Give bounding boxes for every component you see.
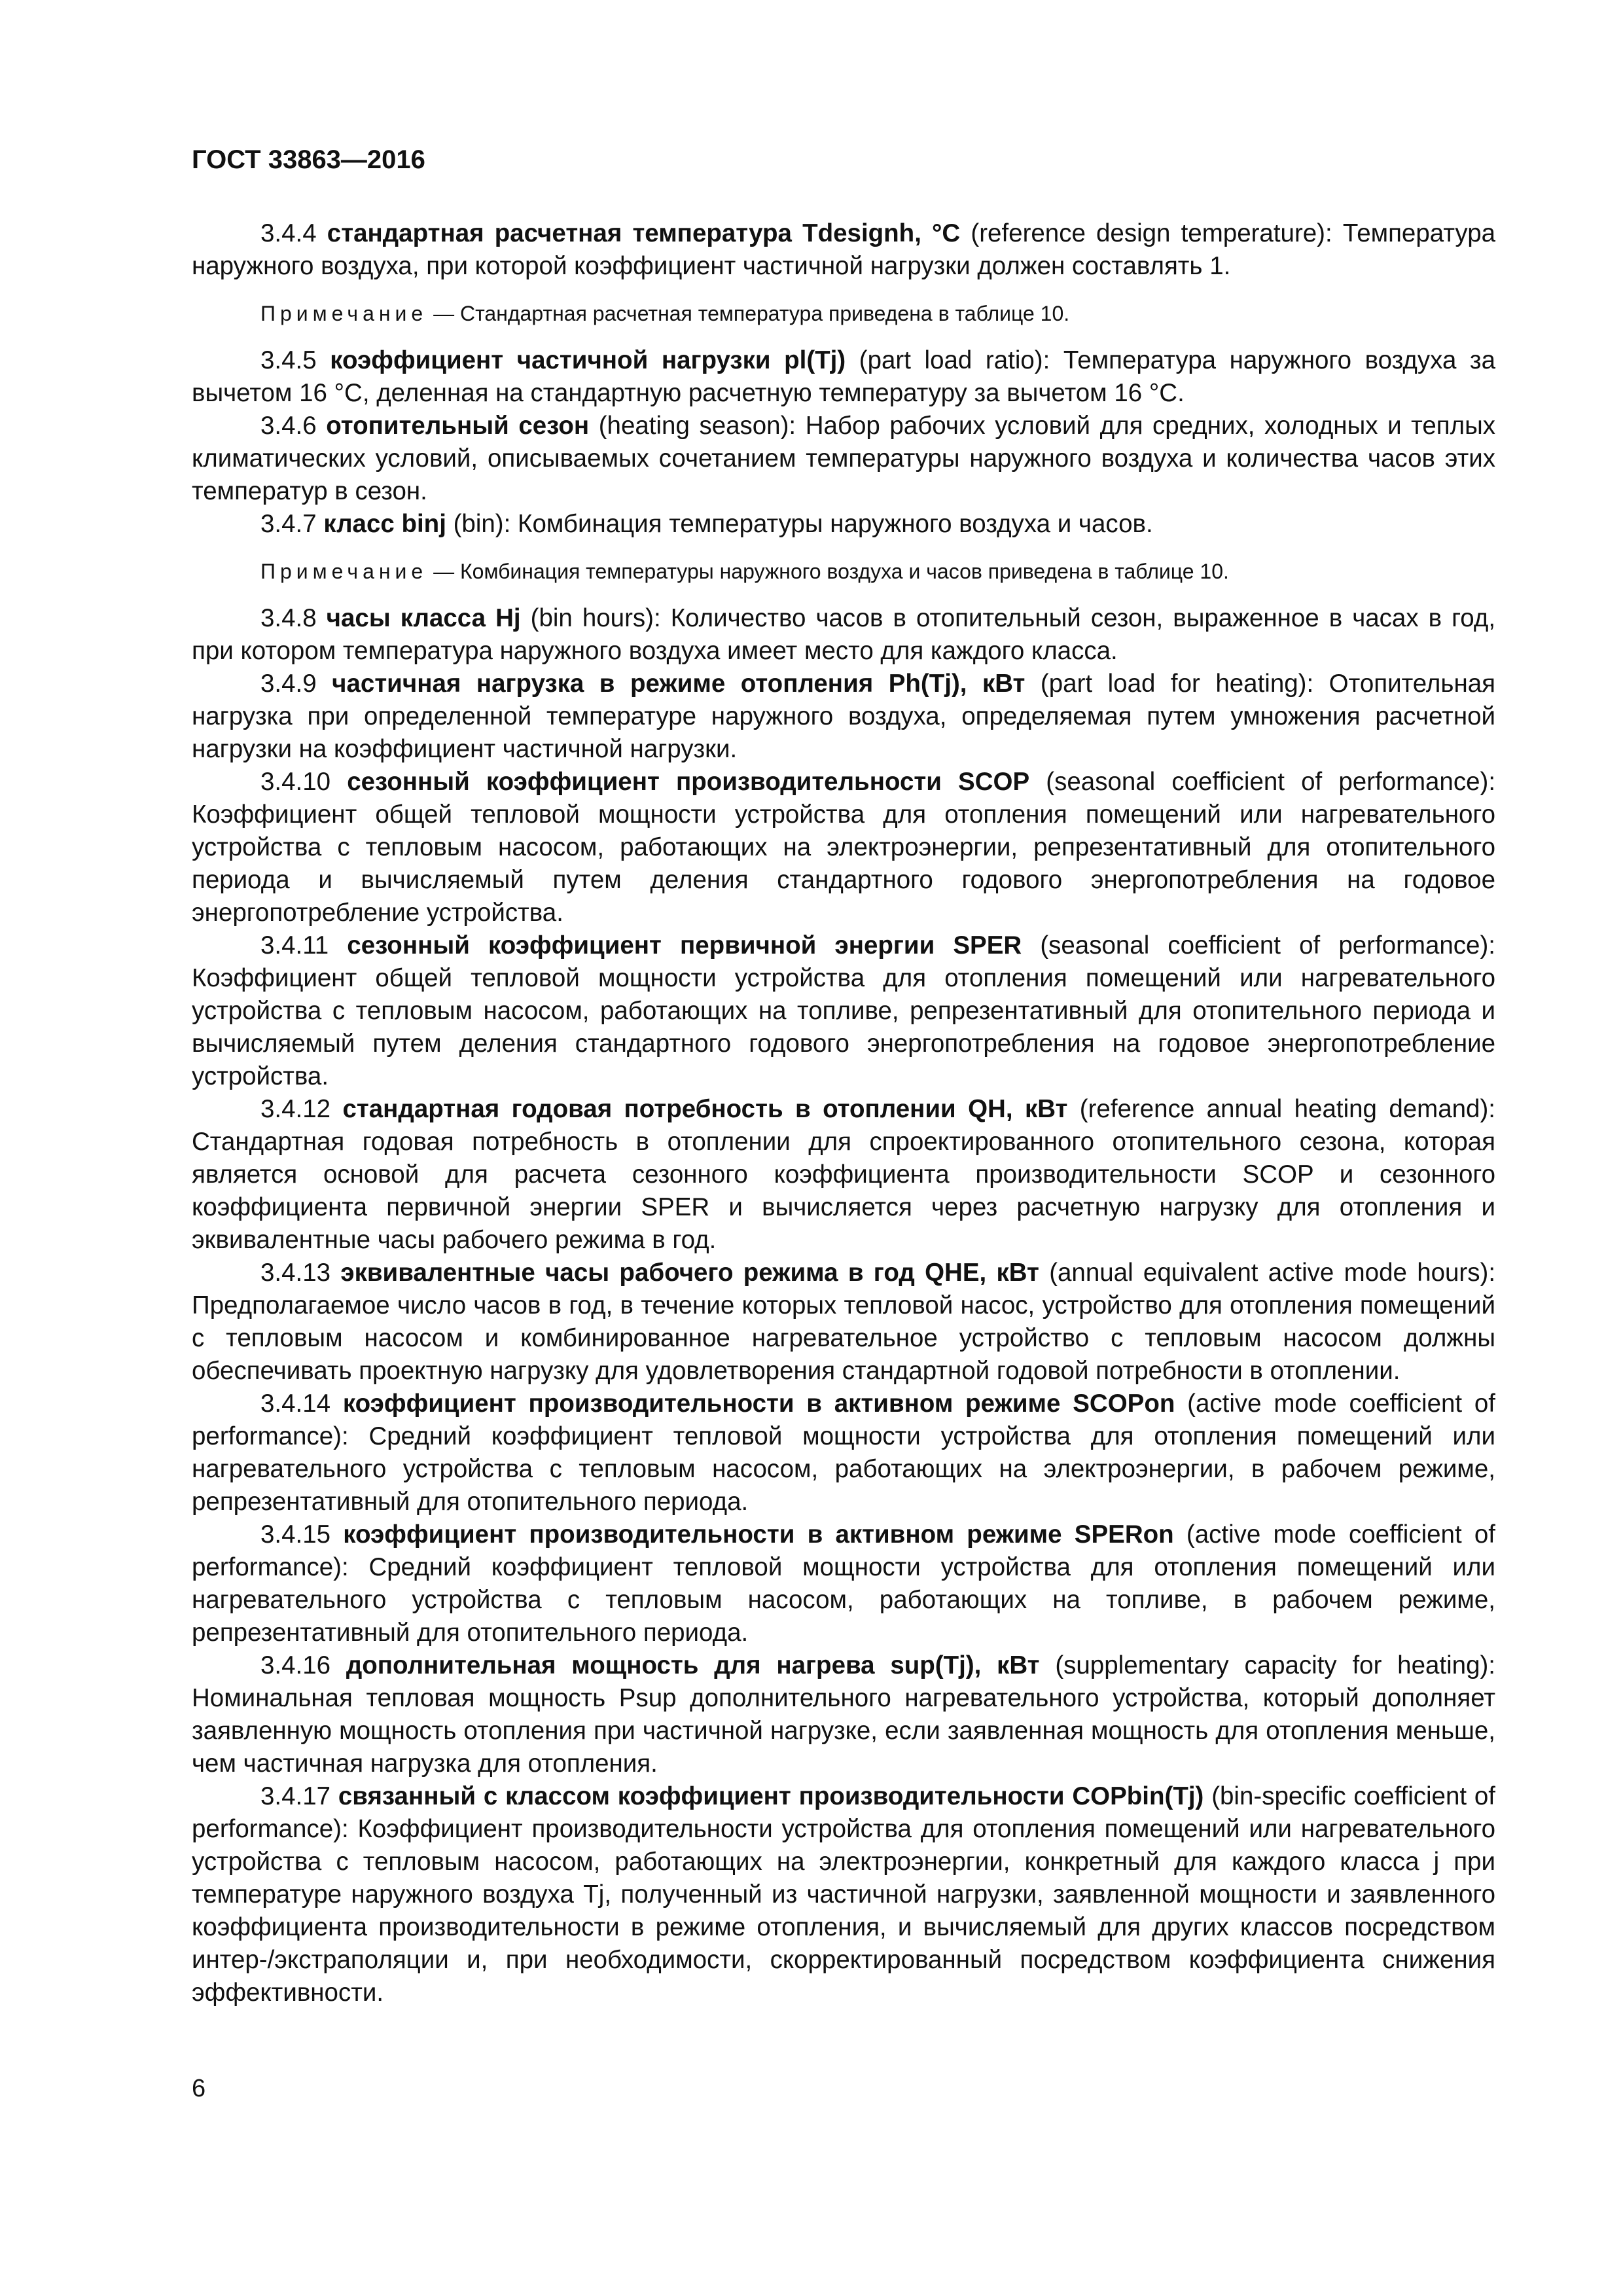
definition-3-4-8	[192, 602, 1495, 668]
definition-text: (bin hours): Количество часов в отопительный сезон, выраженное в часах в год, при котором температура наружного воздуха имеет место для каждого класса.	[192, 604, 1496, 665]
clause-number: 3.4.15	[260, 1520, 331, 1549]
definition-3-4-10	[192, 766, 1495, 929]
term: класс binj	[323, 510, 446, 538]
term: связанный с классом коэффициент производительности COPbin(Tj)	[338, 1782, 1204, 1810]
term: эквивалентные часы рабочего режима в год QHE, кВт	[340, 1259, 1039, 1287]
term: стандартная расчетная температура	[327, 219, 792, 247]
definition-text: (reference design temperature): Температура наружного воздуха, при которой коэффициент частичной нагрузки должен составлять 1.	[192, 219, 1496, 280]
document-body	[192, 217, 1495, 2009]
note-text: — Комбинация температуры наружного воздуха и часов приведена в таблице 10.	[427, 560, 1229, 583]
term: коэффициент частичной нагрузки	[330, 346, 771, 374]
clause-number: 3.4.11	[260, 931, 329, 960]
note-label: Примечание	[260, 302, 428, 325]
clause-number: 3.4.13	[260, 1259, 331, 1287]
term: отопительный сезон	[326, 412, 590, 440]
note-label: Примечание	[260, 560, 428, 583]
clause-number: 3.4.17	[260, 1782, 331, 1810]
clause-number: 3.4.16	[260, 1651, 331, 1679]
definition-text: (reference annual heating demand): Стандартная годовая потребность в отоплении для спроектированного отопительного сезона, которая является основой для расчета сезонного коэффициента производительности SCOP и сезонного коэффициента первичной энергии SPER и вычисляется через расчетную нагрузку для отопления и эквивалентные часы рабочего режима в год.	[192, 1095, 1495, 1254]
definition-text: (active mode coefficient of performance): Средний коэффициент тепловой мощности устройства для отопления помещений или нагревательного устройства с тепловым насосом, работающих на топливе, в рабочем режиме, репрезентативный для отопительного периода.	[192, 1520, 1495, 1647]
definition-3-4-7	[192, 508, 1495, 541]
clause-number: 3.4.12	[260, 1095, 331, 1123]
definition-text: (annual equivalent active mode hours): Предполагаемое число часов в год, в течение которых тепловой насос, устройство для отопления помещений с тепловым насосом и комбинированное нагревательное устройство с тепловым насосом должны обеспечивать проектную нагрузку для удовлетворения стандартной годовой потребности в отоплении.	[192, 1259, 1496, 1385]
clause-number: 3.4.7	[260, 510, 317, 538]
definition-3-4-4	[192, 217, 1495, 283]
definition-text: (heating season): Набор рабочих условий для средних, холодных и теплых климатических условий, описываемых сочетанием температуры наружного воздуха и количества часов этих температур в сезон.	[192, 412, 1496, 505]
definition-3-4-13	[192, 1257, 1495, 1388]
term-symbol: Tdesignh, °C	[802, 219, 961, 247]
definition-3-4-16	[192, 1649, 1495, 1780]
definition-3-4-11	[192, 929, 1495, 1093]
term: стандартная годовая потребность в отоплении QH, кВт	[342, 1095, 1068, 1123]
clause-number: 3.4.6	[260, 412, 317, 440]
term: коэффициент производительности в активном режиме SCOPon	[342, 1390, 1175, 1418]
definition-text: (part load for heating): Отопительная нагрузка при определенной температуре наружного воздуха, определяемая путем умножения расчетной нагрузки на коэффициент частичной нагрузки.	[192, 670, 1495, 763]
clause-number: 3.4.10	[260, 768, 331, 796]
term: коэффициент производительности в активном режиме SPERon	[343, 1520, 1174, 1549]
definition-text: (bin-specific coefficient of performance): Коэффициент производительности устройства для отопления помещений или нагревательного устройства с тепловым насосом, работающих на электроэнергии, конкретный для каждого класса j при температуре наружного воздуха Tj, полученный из частичной нагрузки, заявленной мощности и заявленного коэффициента производительности в режиме отопления, и вычисляемый для других классов посредством интер-/экстраполяции и, при необходимости, скорректированный посредством коэффициента снижения эффективности.	[192, 1782, 1496, 2007]
term: сезонный коэффициент производительности SCOP	[347, 768, 1030, 796]
clause-number: 3.4.14	[260, 1390, 331, 1418]
definition-text: (supplementary capacity for heating): Номинальная тепловая мощность Psup дополнительного нагревательного устройства, который дополняет заявленную мощность отопления при частичной нагрузке, если заявленная мощность для отопления меньше, чем частичная нагрузка для отопления.	[192, 1651, 1495, 1778]
clause-number: 3.4.4	[260, 219, 317, 247]
term-symbol: pl(Tj)	[784, 346, 846, 374]
term: часы класса Hj	[326, 604, 521, 632]
page-number: 6	[192, 2075, 206, 2102]
definition-3-4-12	[192, 1093, 1495, 1257]
definition-3-4-17	[192, 1780, 1495, 2009]
definition-3-4-14	[192, 1388, 1495, 1518]
definition-text: (part load ratio): Температура наружного воздуха за вычетом 16 °С, деленная на стандартную расчетную температуру за вычетом 16 °С.	[192, 346, 1495, 407]
definition-text: (bin): Комбинация температуры наружного воздуха и часов.	[453, 510, 1153, 538]
definition-3-4-15	[192, 1518, 1495, 1649]
definition-3-4-5	[192, 344, 1495, 410]
definition-text: (seasonal coefficient of performance): Коэффициент общей тепловой мощности устройства для отопления помещений или нагревательного устройства с тепловым насосом, работающих на электроэнергии, репрезентативный для отопительного периода и вычисляемый путем деления стандартного годового энергопотребления на годовое энергопотребление устройства.	[192, 768, 1496, 927]
term: сезонный коэффициент первичной энергии SPER	[347, 931, 1022, 960]
clause-number: 3.4.5	[260, 346, 317, 374]
definition-3-4-9	[192, 668, 1495, 766]
term: дополнительная мощность для нагрева sup(Tj), кВт	[346, 1651, 1040, 1679]
definition-text: (active mode coefficient of performance): Средний коэффициент тепловой мощности устройства для отопления помещений или нагревательного устройства с тепловым насосом, работающих на электроэнергии, в рабочем режиме, репрезентативный для отопительного периода.	[192, 1390, 1495, 1516]
term: частичная нагрузка в режиме отопления Ph(Tj), кВт	[332, 670, 1026, 698]
definition-3-4-6	[192, 410, 1495, 508]
note-text: — Стандартная расчетная температура приведена в таблице 10.	[427, 302, 1070, 325]
clause-number: 3.4.8	[260, 604, 317, 632]
clause-number: 3.4.9	[260, 670, 317, 698]
document-header: ГОСТ 33863—2016	[192, 145, 425, 174]
definition-text: (seasonal coefficient of performance): Коэффициент общей тепловой мощности устройства для отопления помещений или нагревательного устройства с тепловым насосом, работающих на топливе, репрезентативный для отопительного периода и вычисляемый путем деления стандартного годового энергопотребления на годовое энергопотребление устройства.	[192, 931, 1495, 1090]
note	[192, 555, 1495, 588]
note	[192, 297, 1495, 330]
